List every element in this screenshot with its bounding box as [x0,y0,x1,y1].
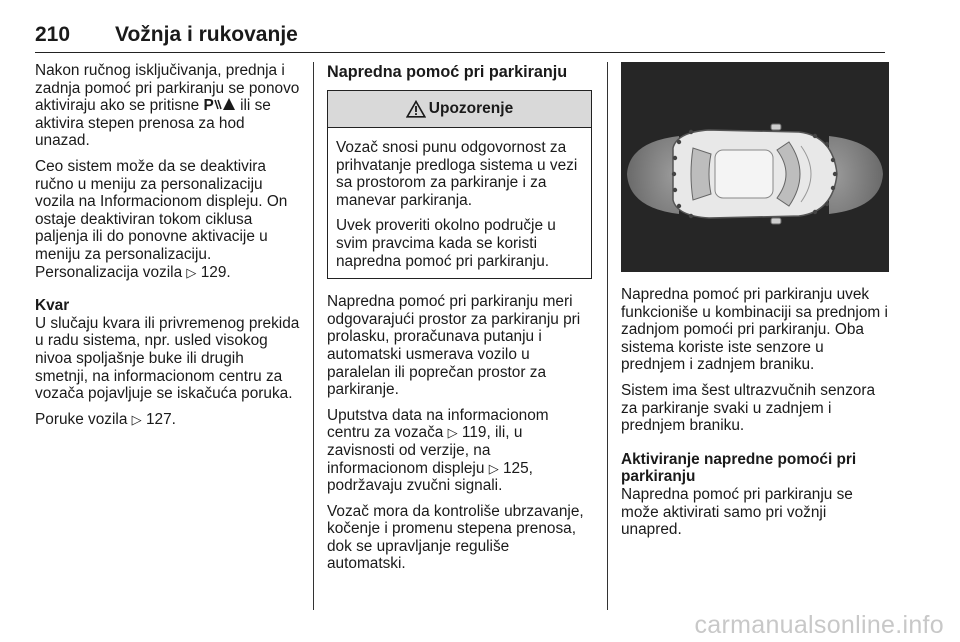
warning-header [328,91,591,128]
kvar-heading: Kvar [35,297,70,315]
paragraph: Napredna pomoć pri parkiranju meri odgovarajući prostor za parkiranju pri prolasku, proračunava putanju i automatski usmerava vozilo u paralelan ili poprečan prostor za parkiranje. [327,293,581,399]
watermark: carmanualsonline.info [694,611,944,639]
column-divider [313,62,314,610]
warning-title: Upozorenje [428,100,514,118]
paragraph: U slučaju kvara ili privremenog prekida u radu sistema, npr. usled visokog nivoa spoljašnje buke ili drugih smetnji, na informacionom centru za vozača pojavljuje se iskačuća poruka. [35,314,300,403]
column-3 [621,62,889,547]
paragraph: Napredna pomoć pri parkiranju uvek funkcioniše u kombinaciji sa prednjom i zadnjom pomoći pri parkiranju. Oba sistema koriste iste senzore u prednjem i zadnjem braniku. [621,286,888,374]
paragraph: Poruke vozila ▷ 127. [35,410,176,428]
column-2 [327,62,592,581]
page-number: 210 [35,23,71,46]
car-top-view-icon [621,62,889,272]
warning-triangle-icon [406,100,426,118]
paragraph: Nakon ručnog isključivanja, prednja i zadnja pomoć pri parkiranju se ponovo aktiviraju ako se pritisne P ili se aktivira stepen prenosa za hod unazad. [35,62,300,150]
reference-arrow-icon: ▷ [186,264,197,280]
reference-arrow-icon: ▷ [131,411,142,427]
column-divider [607,62,608,610]
paragraph: Napredna pomoć pri parkiranju se može aktivirati samo pri vožnji unapred. [621,485,853,539]
warning-body [328,128,591,278]
paragraph: Ceo sistem može da se deaktivira ručno u meniju za personalizaciju vozila na Informacionom displeju. On ostaje deaktiviran tokom ciklusa paljenja ili do ponovne aktivacije u meniju za personalizaciju. Personalizacija vozila ▷ 129. [35,157,288,281]
paragraph: Uputstva data na informacionom centru za vozača ▷ 119, ili, u zavisnosti od verzije, na informacionom displeju ▷ 125, podržavaju zvučni signali. [327,406,549,495]
warning-text: Vozač snosi punu odgovornost za prihvatanje predloga sistema u vezi sa prostorom za parkiranje i za manevar parkiranja. [336,139,578,209]
chapter-title: Vožnja i rukovanje [115,23,298,46]
section-title: Napredna pomoć pri parkiranju [327,63,568,81]
park-assist-icon: P [204,97,236,114]
reference-arrow-icon: ▷ [447,425,458,441]
warning-text: Uvek proveriti okolno područje u svim pravcima kada se koristi napredna pomoć pri parkiranju. [336,217,556,270]
warning-box [327,90,592,279]
column-1 [35,62,300,436]
page-header [35,20,885,53]
parking-sensor-illustration [621,62,889,272]
paragraph: Vozač mora da kontroliše ubrzavanje, kočenje i promenu stepena prenosa, dok se upravljanje reguliše automatski. [327,502,584,573]
reference-arrow-icon: ▷ [488,460,499,476]
subheading: Aktiviranje napredne pomoći pri parkiranju [621,450,857,486]
paragraph: Sistem ima šest ultrazvučnih senzora za parkiranje svaki u zadnjem i prednjem braniku. [621,381,876,435]
